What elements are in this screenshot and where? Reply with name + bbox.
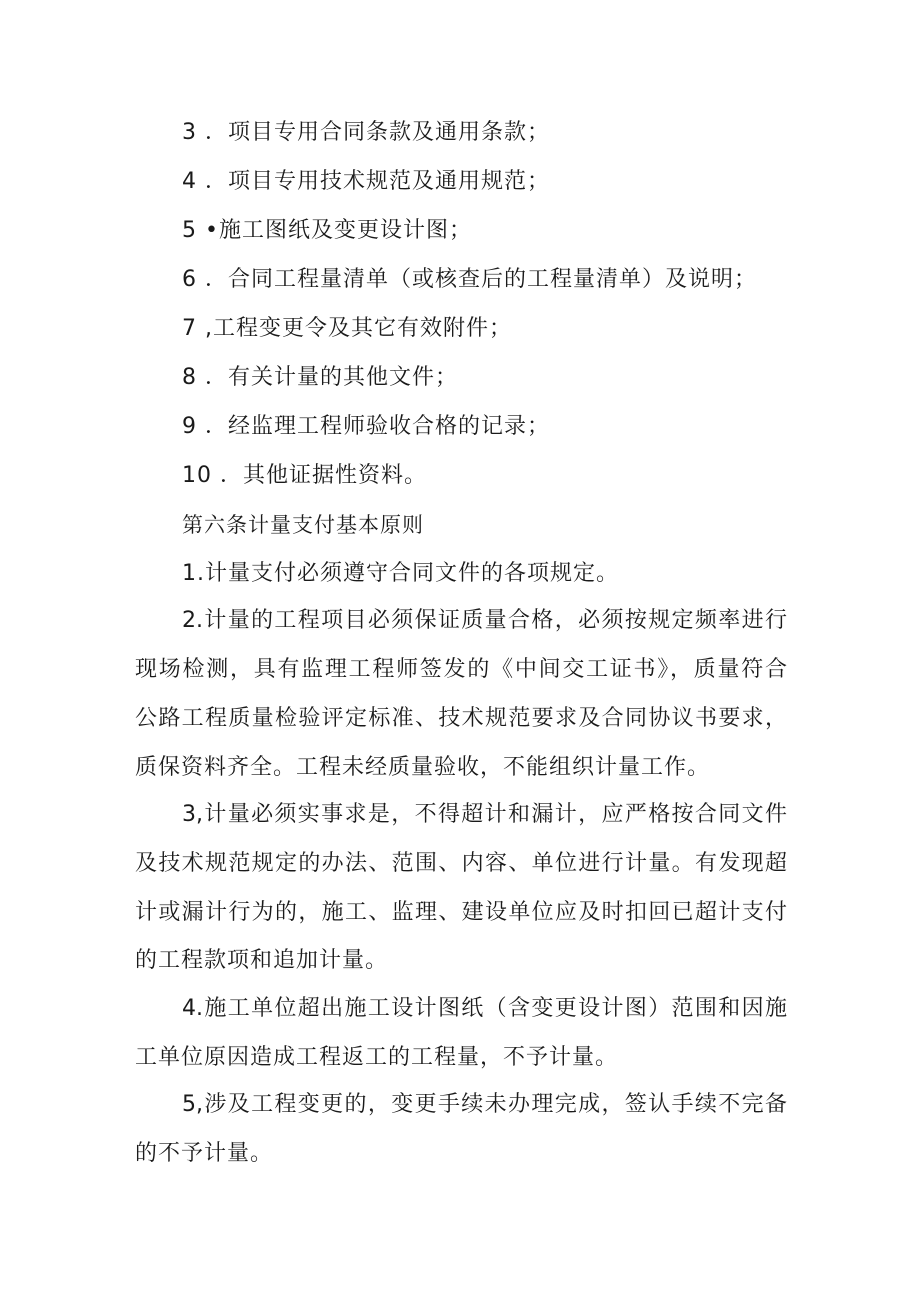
principle-3-line-3: 计或漏计行为的，施工、监理、建设单位应及时扣回已超计支付: [135, 900, 787, 925]
principle-5-line-2: 的不予计量。: [135, 1141, 274, 1166]
principle-1: 1.计量支付必须遵守合同文件的各项规定。: [182, 561, 619, 586]
list-item-5: 5 •施工图纸及变更设计图；: [182, 218, 472, 243]
principle-2-line-4: 质保资料齐全。工程未经质量验收，不能组织计量工作。: [135, 755, 711, 780]
list-item-7: 7 ,工程变更令及其它有效附件；: [182, 316, 512, 341]
principle-3-line-2: 及技术规范规定的办法、范围、内容、单位进行计量。有发现超: [135, 851, 787, 876]
list-item-9: 9 ．经监理工程师验收合格的记录；: [182, 414, 550, 439]
list-item-10: 10 ．其他证据性资料。: [182, 463, 427, 488]
principle-4-line-1: 4.施工单位超出施工设计图纸（含变更设计图）范围和因施: [182, 996, 787, 1021]
section-heading: 第六条计量支付基本原则: [182, 513, 424, 537]
list-item-8: 8 ．有关计量的其他文件；: [182, 365, 458, 390]
list-item-4: 4 ．项目专用技术规范及通用规范；: [182, 169, 550, 194]
principle-5-line-1: 5,涉及工程变更的，变更手续未办理完成，签认手续不完备: [182, 1092, 787, 1117]
principle-2-line-2: 现场检测，具有监理工程师签发的《中间交工证书》，质量符合: [135, 657, 787, 682]
principle-3-line-4: 的工程款项和追加计量。: [135, 948, 389, 973]
principle-2-line-1: 2.计量的工程项目必须保证质量合格，必须按规定频率进行: [182, 608, 787, 633]
principle-3-line-1: 3,计量必须实事求是，不得超计和漏计，应严格按合同文件: [182, 802, 787, 827]
list-item-6: 6 ．合同工程量清单（或核查后的工程量清单）及说明；: [182, 267, 757, 292]
principle-2-line-3: 公路工程质量检验评定标准、技术规范要求及合同协议书要求，: [135, 706, 787, 731]
principle-4-line-2: 工单位原因造成工程返工的工程量，不予计量。: [135, 1045, 619, 1070]
list-item-3: 3 ．项目专用合同条款及通用条款；: [182, 120, 550, 145]
